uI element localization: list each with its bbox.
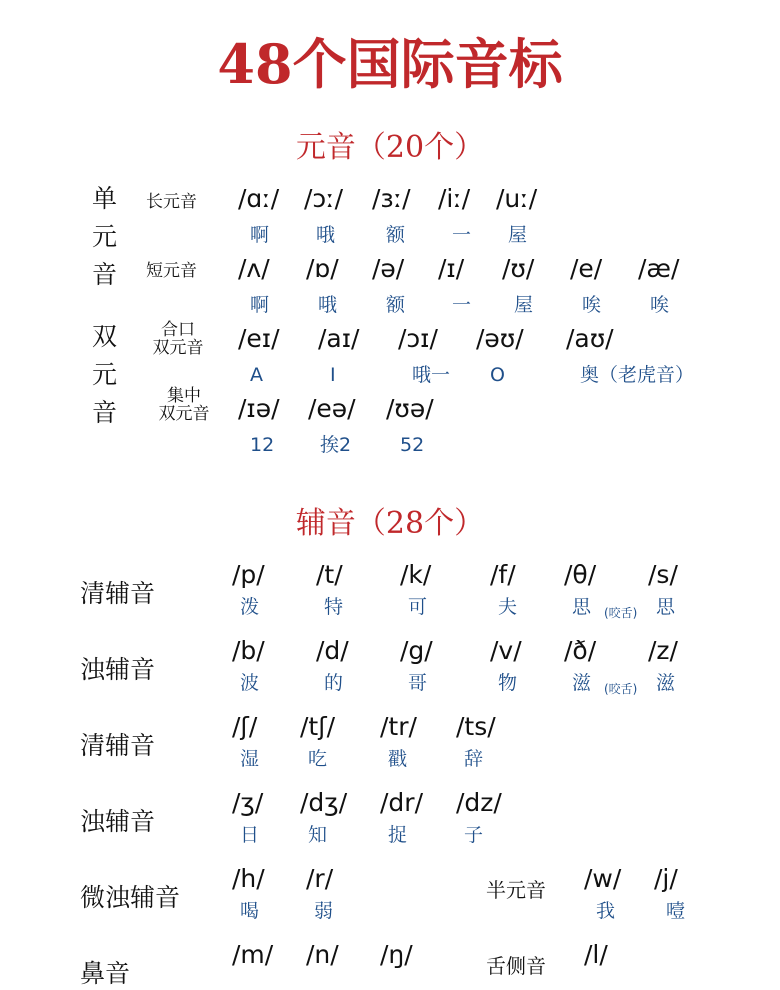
- closing-hint: A: [250, 364, 263, 386]
- consonant-phoneme: /f/: [490, 560, 516, 589]
- centering-hint: 挨2: [320, 434, 352, 456]
- consonant-row-label: 微浊辅音: [80, 883, 181, 912]
- consonant-hint: 的: [324, 672, 344, 694]
- short-phoneme: /ɪ/: [438, 254, 465, 283]
- long-vowel-label: 长元音: [146, 192, 197, 212]
- long-phoneme: /uː/: [496, 184, 538, 213]
- consonant-phoneme: /m/: [232, 940, 274, 969]
- consonant-row-label: 浊辅音: [80, 655, 156, 684]
- consonant-row-label: 鼻音: [80, 959, 131, 988]
- long-hint: 一: [452, 224, 472, 246]
- diphthong-label-3: 音: [92, 398, 118, 427]
- long-phoneme: /ɔː/: [304, 184, 344, 213]
- single-vowel-label-3: 音: [92, 260, 118, 289]
- consonant-hint: 弱: [314, 900, 334, 922]
- long-hint: 哦: [316, 224, 336, 246]
- short-hint: 唉: [650, 294, 670, 316]
- consonant-hint: 滋: [656, 672, 676, 694]
- closing-diphthong-label: [146, 322, 210, 358]
- consonant-hint: 湿: [240, 748, 260, 770]
- consonant-phoneme: /ʒ/: [232, 788, 264, 817]
- centering-phoneme: /ʊə/: [386, 394, 434, 423]
- consonant-phoneme: /n/: [306, 940, 339, 969]
- consonant-phoneme: /θ/: [564, 560, 597, 589]
- closing-phoneme: /ɔɪ/: [398, 324, 438, 353]
- consonant-row-label: 浊辅音: [80, 807, 156, 836]
- closing-diphthong-label-line1: 合口: [161, 320, 195, 340]
- consonant-hint: 夫: [498, 596, 518, 618]
- long-hint: 啊: [250, 224, 270, 246]
- closing-diphthong-label-line2: 双元音: [152, 337, 204, 358]
- consonant-phoneme: /dr/: [380, 788, 423, 817]
- consonant-hint: 日: [240, 824, 260, 846]
- consonant-hint: 吃: [308, 748, 328, 770]
- closing-hint: I: [330, 364, 336, 386]
- consonant-hint: 哥: [408, 672, 428, 694]
- long-phoneme: /ɜː/: [372, 184, 411, 213]
- vowels-heading: 元音（20个）: [295, 130, 485, 165]
- consonant-phoneme: /tʃ/: [300, 712, 336, 741]
- closing-phoneme: /aʊ/: [566, 324, 614, 353]
- long-phoneme: /iː/: [438, 184, 471, 213]
- consonant-row-label: 清辅音: [80, 579, 156, 608]
- short-phoneme: /ɒ/: [306, 254, 339, 283]
- consonant-phoneme: /ʃ/: [232, 712, 258, 741]
- consonant-hint: 知: [308, 824, 328, 846]
- closing-phoneme: /əʊ/: [476, 324, 524, 353]
- closing-hint: 哦一: [412, 364, 451, 386]
- consonant-phoneme: /tr/: [380, 712, 417, 741]
- centering-diphthong-label: [152, 388, 216, 424]
- consonant-phoneme: /r/: [306, 864, 334, 893]
- consonant-phoneme: /g/: [400, 636, 433, 665]
- consonant-note: (咬舌): [604, 682, 638, 696]
- consonant-hint: 特: [324, 596, 344, 618]
- side-hint: 我: [596, 900, 616, 922]
- centering-hint: 12: [250, 434, 275, 456]
- side-phoneme: /w/: [584, 864, 622, 893]
- consonant-hint: 滋: [572, 672, 592, 694]
- consonant-phoneme: /dʒ/: [300, 788, 348, 817]
- short-hint: 啊: [250, 294, 270, 316]
- consonant-hint: 戳: [388, 748, 408, 770]
- centering-diphthong-label-line1: 集中: [167, 386, 201, 406]
- consonant-phoneme: /v/: [490, 636, 522, 665]
- consonant-hint: 波: [240, 672, 260, 694]
- single-vowel-label-1: 单: [92, 184, 118, 213]
- short-phoneme: /ə/: [372, 254, 405, 283]
- side-phoneme: /j/: [654, 864, 678, 893]
- short-phoneme: /e/: [570, 254, 603, 283]
- closing-hint: O: [490, 364, 505, 386]
- consonant-hint: 喝: [240, 900, 260, 922]
- short-hint: 额: [386, 294, 406, 316]
- consonants-heading: 辅音（28个）: [295, 506, 485, 541]
- centering-diphthong-label-line2: 双元音: [158, 403, 210, 424]
- closing-hint: 奥（老虎音）: [580, 364, 695, 386]
- short-hint: 哦: [318, 294, 338, 316]
- consonant-phoneme: /z/: [648, 636, 678, 665]
- short-vowel-label: 短元音: [146, 261, 197, 281]
- long-hint: 屋: [508, 224, 528, 246]
- consonant-hint: 思: [572, 596, 592, 618]
- diphthong-label-1: 双: [92, 322, 118, 351]
- consonant-hint: 辞: [464, 748, 484, 770]
- consonant-phoneme: /s/: [648, 560, 678, 589]
- side-hint: 噎: [666, 900, 686, 922]
- consonant-phoneme: /p/: [232, 560, 265, 589]
- consonant-note: (咬舌): [604, 606, 638, 620]
- short-phoneme: /ʌ/: [238, 254, 270, 283]
- page-title: 48个国际音标: [217, 32, 563, 96]
- short-phoneme: /æ/: [638, 254, 680, 283]
- side-category-label: 舌侧音: [486, 954, 546, 978]
- closing-phoneme: /aɪ/: [318, 324, 360, 353]
- consonant-hint: 物: [498, 672, 518, 694]
- single-vowel-label-2: 元: [92, 222, 118, 251]
- short-phoneme: /ʊ/: [502, 254, 535, 283]
- centering-hint: 52: [400, 434, 425, 456]
- consonant-phoneme: /t/: [316, 560, 343, 589]
- consonant-phoneme: /ts/: [456, 712, 496, 741]
- diphthong-label-2: 元: [92, 360, 118, 389]
- long-hint: 额: [386, 224, 406, 246]
- consonant-hint: 捉: [388, 824, 408, 846]
- centering-phoneme: /eə/: [308, 394, 356, 423]
- consonant-phoneme: /b/: [232, 636, 265, 665]
- centering-phoneme: /ɪə/: [238, 394, 280, 423]
- consonant-phoneme: /k/: [400, 560, 432, 589]
- consonant-phoneme: /ð/: [564, 636, 597, 665]
- consonant-phoneme: /dz/: [456, 788, 502, 817]
- consonant-hint: 泼: [240, 596, 260, 618]
- consonant-hint: 思: [656, 596, 676, 618]
- consonant-phoneme: /d/: [316, 636, 349, 665]
- consonant-hint: 子: [464, 824, 484, 846]
- closing-phoneme: /eɪ/: [238, 324, 280, 353]
- consonant-row-label: 清辅音: [80, 731, 156, 760]
- short-hint: 一: [452, 294, 472, 316]
- long-phoneme: /ɑː/: [238, 184, 280, 213]
- consonant-phoneme: /ŋ/: [380, 940, 413, 969]
- side-phoneme: /l/: [584, 940, 608, 969]
- consonant-phoneme: /h/: [232, 864, 265, 893]
- side-category-label: 半元音: [486, 878, 546, 902]
- short-hint: 唉: [582, 294, 602, 316]
- short-hint: 屋: [514, 294, 534, 316]
- consonant-hint: 可: [408, 596, 428, 618]
